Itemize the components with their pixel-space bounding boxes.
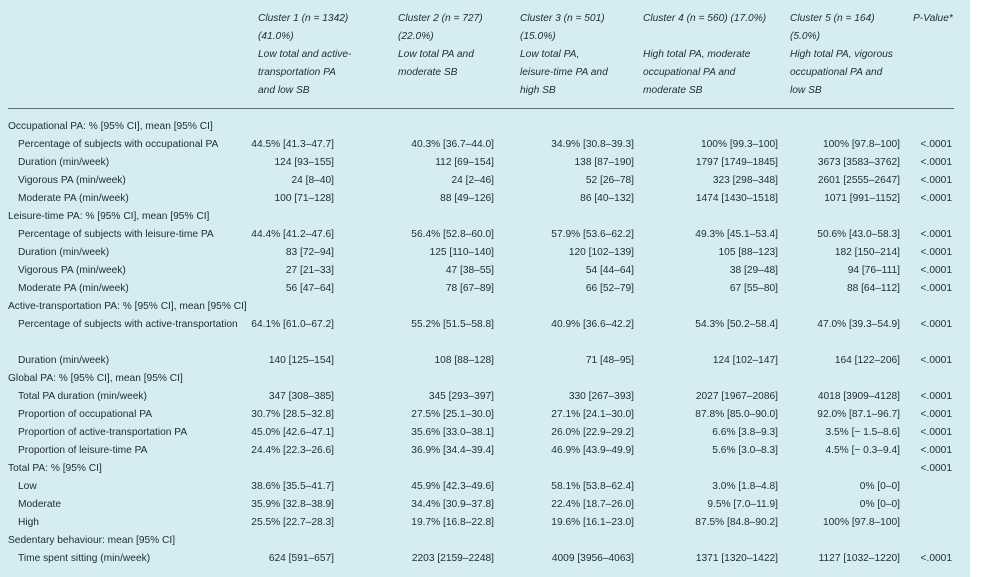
section-row: [0, 208, 970, 226]
cluster-pct: (22.0%): [398, 31, 434, 42]
section-label: Occupational PA: % [95% CI], mean [95% CI]: [8, 121, 213, 132]
cell-cluster-4: 87.5% [84.8–90.2]: [695, 517, 778, 528]
cell-cluster-5: 50.6% [43.0–58.3]: [817, 229, 900, 240]
cell-cluster-3: 34.9% [30.8–39.3]: [551, 139, 634, 150]
row-label: Percentage of subjects with occupational PA: [18, 139, 219, 150]
cell-cluster-1: 124 [93–155]: [274, 157, 334, 168]
table-row: [0, 424, 970, 442]
cell-cluster-5: 2601 [2555–2647]: [817, 175, 900, 186]
row-label: Duration (min/week): [18, 157, 110, 168]
cell-cluster-4: 87.8% [85.0–90.0]: [695, 409, 778, 420]
cell-cluster-4: 124 [102–147]: [712, 355, 778, 366]
cell-cluster-2: 2203 [2159–2248]: [411, 553, 494, 564]
cluster-2-header: [398, 10, 483, 82]
cell-pvalue: <.0001: [920, 175, 952, 186]
cell-cluster-4: 9.5% [7.0–11.9]: [707, 499, 778, 510]
cell-cluster-1: 624 [591–657]: [268, 553, 334, 564]
cell-cluster-2: 56.4% [52.8–60.0]: [411, 229, 494, 240]
cell-cluster-3: 19.6% [16.1–23.0]: [551, 517, 634, 528]
table-row: [0, 442, 970, 460]
cell-cluster-2: 78 [67–89]: [445, 283, 494, 294]
cell-cluster-3: 330 [267–393]: [568, 391, 634, 402]
row-label: Proportion of active-transportation PA: [18, 427, 188, 438]
cluster-3-header: [520, 10, 608, 100]
cluster-desc: Low total PA,: [520, 49, 580, 60]
cell-cluster-1: 64.1% [61.0–67.2]: [251, 319, 334, 330]
row-label: Total PA duration (min/week): [18, 391, 147, 402]
cluster-desc: Low total and active-: [258, 49, 352, 60]
cell-cluster-3: 46.9% [43.9–49.9]: [551, 445, 634, 456]
cluster-name: Cluster 3 (n = 501): [520, 13, 605, 24]
cell-pvalue: <.0001: [920, 283, 952, 294]
cell-cluster-2: 55.2% [51.5–58.8]: [411, 319, 494, 330]
cell-cluster-2: 47 [38–55]: [445, 265, 494, 276]
section-row: [0, 298, 970, 316]
table-row: [0, 514, 970, 532]
row-label: High: [18, 517, 39, 528]
row-label: Moderate: [18, 499, 62, 510]
cluster-pct: [643, 28, 766, 46]
cell-cluster-5: 164 [122–206]: [834, 355, 900, 366]
cluster-desc: moderate SB: [398, 67, 458, 78]
table-row: [0, 226, 970, 244]
cluster-pct: (5.0%): [790, 31, 821, 42]
cluster-name: Cluster 4 (n = 560) (17.0%): [643, 13, 767, 24]
cell-pvalue: <.0001: [920, 265, 952, 276]
cluster-desc: transportation PA: [258, 67, 336, 78]
cell-cluster-3: 52 [26–78]: [585, 175, 634, 186]
cell-cluster-4: 2027 [1967–2086]: [695, 391, 778, 402]
table-row: [0, 352, 970, 370]
cell-cluster-3: 86 [40–132]: [580, 193, 634, 204]
cell-pvalue: <.0001: [920, 157, 952, 168]
cell-cluster-3: 71 [48–95]: [585, 355, 634, 366]
cell-cluster-4: 49.3% [45.1–53.4]: [695, 229, 778, 240]
cell-cluster-4: 6.6% [3.8–9.3]: [712, 427, 778, 438]
section-row: [0, 118, 970, 136]
cell-cluster-1: 140 [125–154]: [268, 355, 334, 366]
cell-pvalue: <.0001: [920, 229, 952, 240]
row-label: Proportion of leisure-time PA: [18, 445, 148, 456]
cluster-desc: moderate SB: [643, 85, 703, 96]
cell-cluster-1: 30.7% [28.5–32.8]: [251, 409, 334, 420]
row-label: Time spent sitting (min/week): [18, 553, 151, 564]
cell-cluster-4: 1474 [1430–1518]: [695, 193, 778, 204]
table-row: [0, 478, 970, 496]
cell-cluster-2: 108 [88–128]: [434, 355, 494, 366]
cell-cluster-5: 3.5% [− 1.5–8.6]: [825, 427, 900, 438]
section-row: [0, 370, 970, 388]
cell-cluster-1: 100 [71–128]: [274, 193, 334, 204]
cell-cluster-2: 125 [110–140]: [429, 247, 494, 258]
cluster-desc: High total PA, moderate: [643, 49, 751, 60]
cell-cluster-2: 35.6% [33.0–38.1]: [411, 427, 494, 438]
table-row: [0, 280, 970, 298]
table-row: [0, 496, 970, 514]
cell-cluster-1: 83 [72–94]: [285, 247, 334, 258]
cell-cluster-4: 38 [29–48]: [729, 265, 778, 276]
cluster-name: Cluster 2 (n = 727): [398, 13, 483, 24]
cell-cluster-4: 105 [88–123]: [718, 247, 778, 258]
cell-cluster-4: 67 [55–80]: [729, 283, 778, 294]
section-label: Active-transportation PA: % [95% CI], mean [95% CI]: [8, 301, 247, 312]
cell-cluster-2: 27.5% [25.1–30.0]: [411, 409, 494, 420]
cell-cluster-3: 26.0% [22.9–29.2]: [551, 427, 634, 438]
section-label: Global PA: % [95% CI], mean [95% CI]: [8, 373, 183, 384]
cell-pvalue: <.0001: [920, 319, 952, 330]
cell-cluster-4: 3.0% [1.8–4.8]: [712, 481, 778, 492]
cell-cluster-1: 38.6% [35.5–41.7]: [251, 481, 334, 492]
cell-pvalue: <.0001: [920, 355, 952, 366]
cell-pvalue: <.0001: [920, 445, 952, 456]
row-label: Proportion of occupational PA: [18, 409, 153, 420]
cluster-1-header: [258, 10, 351, 100]
cell-cluster-1: 24 [8–40]: [291, 175, 334, 186]
cell-cluster-1: 56 [47–64]: [285, 283, 334, 294]
cell-cluster-2: 40.3% [36.7–44.0]: [411, 139, 494, 150]
cell-cluster-5: 1071 [991–1152]: [824, 193, 900, 204]
cell-cluster-4: 323 [298–348]: [712, 175, 778, 186]
table-row: [0, 262, 970, 280]
row-label: Vigorous PA (min/week): [18, 175, 126, 186]
table-body: [0, 118, 970, 568]
cell-cluster-5: 4.5% [− 0.3–9.4]: [825, 445, 900, 456]
cell-cluster-4: 1371 [1320–1422]: [695, 553, 778, 564]
cell-cluster-5: 4018 [3909–4128]: [817, 391, 900, 402]
cluster-pct: (41.0%): [258, 31, 294, 42]
cluster-5-header: [790, 10, 893, 100]
cell-pvalue: <.0001: [920, 193, 952, 204]
cell-cluster-1: 24.4% [22.3–26.6]: [251, 445, 334, 456]
cell-cluster-4: 54.3% [50.2–58.4]: [695, 319, 778, 330]
cell-cluster-1: 25.5% [22.7–28.3]: [251, 517, 334, 528]
cell-cluster-4: 1797 [1749–1845]: [695, 157, 778, 168]
cell-cluster-2: 112 [69–154]: [435, 157, 494, 168]
cell-cluster-1: 44.4% [41.2–47.6]: [251, 229, 334, 240]
cell-pvalue: <.0001: [920, 409, 952, 420]
section-row: [0, 460, 970, 478]
table-row: [0, 388, 970, 406]
cluster-desc: occupational PA and: [643, 67, 736, 78]
section-label: Leisure-time PA: % [95% CI], mean [95% CI]: [8, 211, 210, 222]
cluster-desc: occupational PA and: [790, 67, 883, 78]
table-row: [0, 136, 970, 154]
cluster-desc: leisure-time PA and: [520, 67, 608, 78]
cell-pvalue: <.0001: [920, 553, 952, 564]
cell-pvalue: <.0001: [920, 247, 952, 258]
cell-cluster-4: 100% [99.3–100]: [700, 139, 778, 150]
cluster-name: Cluster 1 (n = 1342): [258, 13, 349, 24]
cell-cluster-2: 36.9% [34.4–39.4]: [411, 445, 494, 456]
header-rule: [8, 108, 954, 109]
cell-cluster-3: 22.4% [18.7–26.0]: [551, 499, 634, 510]
cell-cluster-3: 57.9% [53.6–62.2]: [551, 229, 634, 240]
table-row: [0, 316, 970, 352]
table-row: [0, 172, 970, 190]
cell-cluster-2: 34.4% [30.9–37.8]: [411, 499, 494, 510]
cell-cluster-5: 94 [76–111]: [847, 265, 900, 276]
table-row: [0, 406, 970, 424]
cell-pvalue: <.0001: [920, 391, 952, 402]
cell-cluster-5: 47.0% [39.3–54.9]: [817, 319, 900, 330]
cell-cluster-3: 66 [52–79]: [585, 283, 634, 294]
cell-cluster-5: 92.0% [87.1–96.7]: [817, 409, 900, 420]
row-label: Percentage of subjects with leisure-time PA: [18, 229, 214, 240]
table-header: [0, 0, 970, 108]
row-label: Percentage of subjects with active-transportation: [18, 319, 238, 330]
table-row: [0, 154, 970, 172]
cluster-name: Cluster 5 (n = 164): [790, 13, 875, 24]
cell-cluster-3: 40.9% [36.6–42.2]: [551, 319, 634, 330]
pvalue-header: P-Value*: [913, 13, 953, 24]
cell-pvalue: <.0001: [920, 463, 952, 474]
cluster-desc: high SB: [520, 85, 556, 96]
cell-cluster-2: 45.9% [42.3–49.6]: [411, 481, 494, 492]
cell-cluster-1: 347 [308–385]: [268, 391, 334, 402]
cell-cluster-3: 138 [87–190]: [574, 157, 634, 168]
cluster-pct: (15.0%): [520, 31, 556, 42]
cell-cluster-1: 35.9% [32.8–38.9]: [251, 499, 334, 510]
cell-cluster-5: 182 [150–214]: [834, 247, 900, 258]
cell-cluster-1: 45.0% [42.6–47.1]: [251, 427, 334, 438]
cell-cluster-3: 27.1% [24.1–30.0]: [551, 409, 634, 420]
cluster-desc: Low total PA and: [398, 49, 474, 60]
cell-cluster-2: 88 [49–126]: [440, 193, 494, 204]
cell-cluster-3: 4009 [3956–4063]: [551, 553, 634, 564]
cell-cluster-1: 27 [21–33]: [285, 265, 334, 276]
section-label: Sedentary behaviour: mean [95% CI]: [8, 535, 176, 546]
section-row: [0, 532, 970, 550]
cluster-desc: and low SB: [258, 85, 310, 96]
cell-pvalue: <.0001: [920, 427, 952, 438]
cell-cluster-5: 100% [97.8–100]: [822, 139, 900, 150]
cluster-4-header: [643, 10, 766, 100]
row-label: Moderate PA (min/week): [18, 193, 129, 204]
table-row: [0, 550, 970, 568]
cluster-desc: low SB: [790, 85, 822, 96]
cell-cluster-5: 100% [97.8–100]: [822, 517, 900, 528]
cell-cluster-2: 24 [2–46]: [451, 175, 494, 186]
cell-cluster-5: 0% [0–0]: [859, 481, 900, 492]
cell-cluster-5: 1127 [1032–1220]: [818, 553, 900, 564]
cell-cluster-5: 88 [64–112]: [846, 283, 900, 294]
cell-cluster-4: 5.6% [3.0–8.3]: [712, 445, 778, 456]
table-row: [0, 244, 970, 262]
cluster-desc: High total PA, vigorous: [790, 49, 893, 60]
cell-cluster-3: 54 [44–64]: [585, 265, 634, 276]
row-label: Vigorous PA (min/week): [18, 265, 126, 276]
section-label: Total PA: % [95% CI]: [8, 463, 102, 474]
table-row: [0, 190, 970, 208]
cell-cluster-2: 345 [293–397]: [428, 391, 494, 402]
cell-cluster-2: 19.7% [16.8–22.8]: [411, 517, 494, 528]
cell-cluster-5: 3673 [3583–3762]: [817, 157, 900, 168]
cell-pvalue: <.0001: [920, 139, 952, 150]
row-label: Moderate PA (min/week): [18, 283, 129, 294]
row-label: Duration (min/week): [18, 247, 110, 258]
row-label: Low: [18, 481, 37, 492]
cell-cluster-3: 120 [102–139]: [568, 247, 634, 258]
cell-cluster-1: 44.5% [41.3–47.7]: [251, 139, 334, 150]
cell-cluster-3: 58.1% [53.8–62.4]: [551, 481, 634, 492]
cell-cluster-5: 0% [0–0]: [859, 499, 900, 510]
row-label: Duration (min/week): [18, 355, 110, 366]
